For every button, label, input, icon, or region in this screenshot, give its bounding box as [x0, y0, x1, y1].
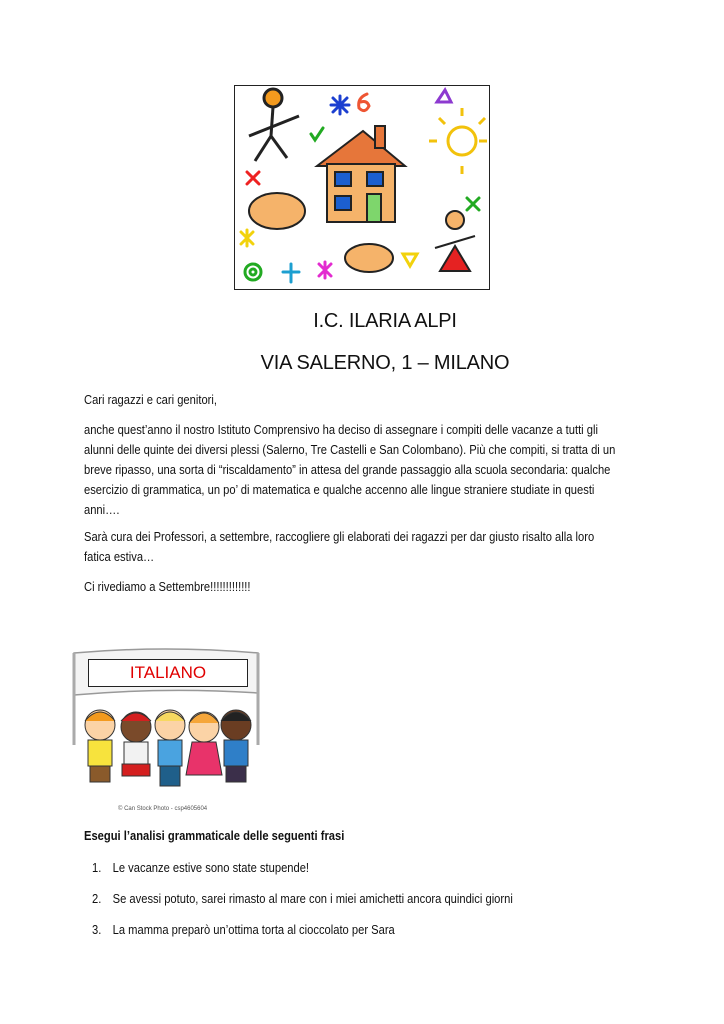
list-text: La mamma preparò un’ottima torta al cioccolato per Sara [112, 922, 395, 937]
text-line: anni…. [84, 502, 120, 517]
school-logo-illustration [234, 85, 490, 290]
school-address-heading: VIA SALERNO, 1 – MILANO [260, 352, 510, 374]
list-item [92, 860, 309, 875]
list-number: 3. [92, 922, 102, 937]
text-line: breve ripasso, una sorta di “riscaldamento” in attesa del grande passaggio alla scuola secondaria: qualche [84, 462, 611, 477]
school-name-heading: I.C. ILARIA ALPI [313, 310, 457, 332]
list-text: Se avessi potuto, sarei rimasto al mare con i miei amichetti ancora quindici giorni [112, 891, 513, 906]
list-text: Le vacanze estive sono state stupende! [112, 860, 310, 875]
letter-paragraph-1 [84, 420, 615, 520]
text-line: esercizio di grammatica, un po’ di matematica e qualche accenno alle lingue straniere studiate in questi [84, 482, 595, 497]
text-line: Sarà cura dei Professori, a settembre, raccogliere gli elaborati dei ragazzi per dar giusto risalto alla loro [84, 529, 595, 544]
list-item [92, 891, 513, 906]
text-line: alunni delle quinte dei diversi plessi (Salerno, Tre Castelli e San Colombano). Più che compiti, si tratta di un [84, 442, 616, 457]
exercise-instruction: Esegui l’analisi grammaticale delle seguenti frasi [84, 828, 345, 843]
text-line: fatica estiva… [84, 549, 155, 564]
section-banner-label: ITALIANO [88, 659, 248, 687]
image-credit: © Can Stock Photo - csp4605604 [118, 806, 208, 812]
letter-closing: Ci rivediamo a Settembre!!!!!!!!!!!!! [84, 579, 251, 594]
list-item [92, 922, 395, 937]
letter-greeting: Cari ragazzi e cari genitori, [84, 392, 217, 407]
list-number: 2. [92, 891, 102, 906]
letter-paragraph-2 [84, 527, 594, 567]
list-number: 1. [92, 860, 102, 875]
text-line: anche quest’anno il nostro Istituto Comprensivo ha deciso di assegnare i compiti delle vacanze a tutti gli [84, 422, 598, 437]
